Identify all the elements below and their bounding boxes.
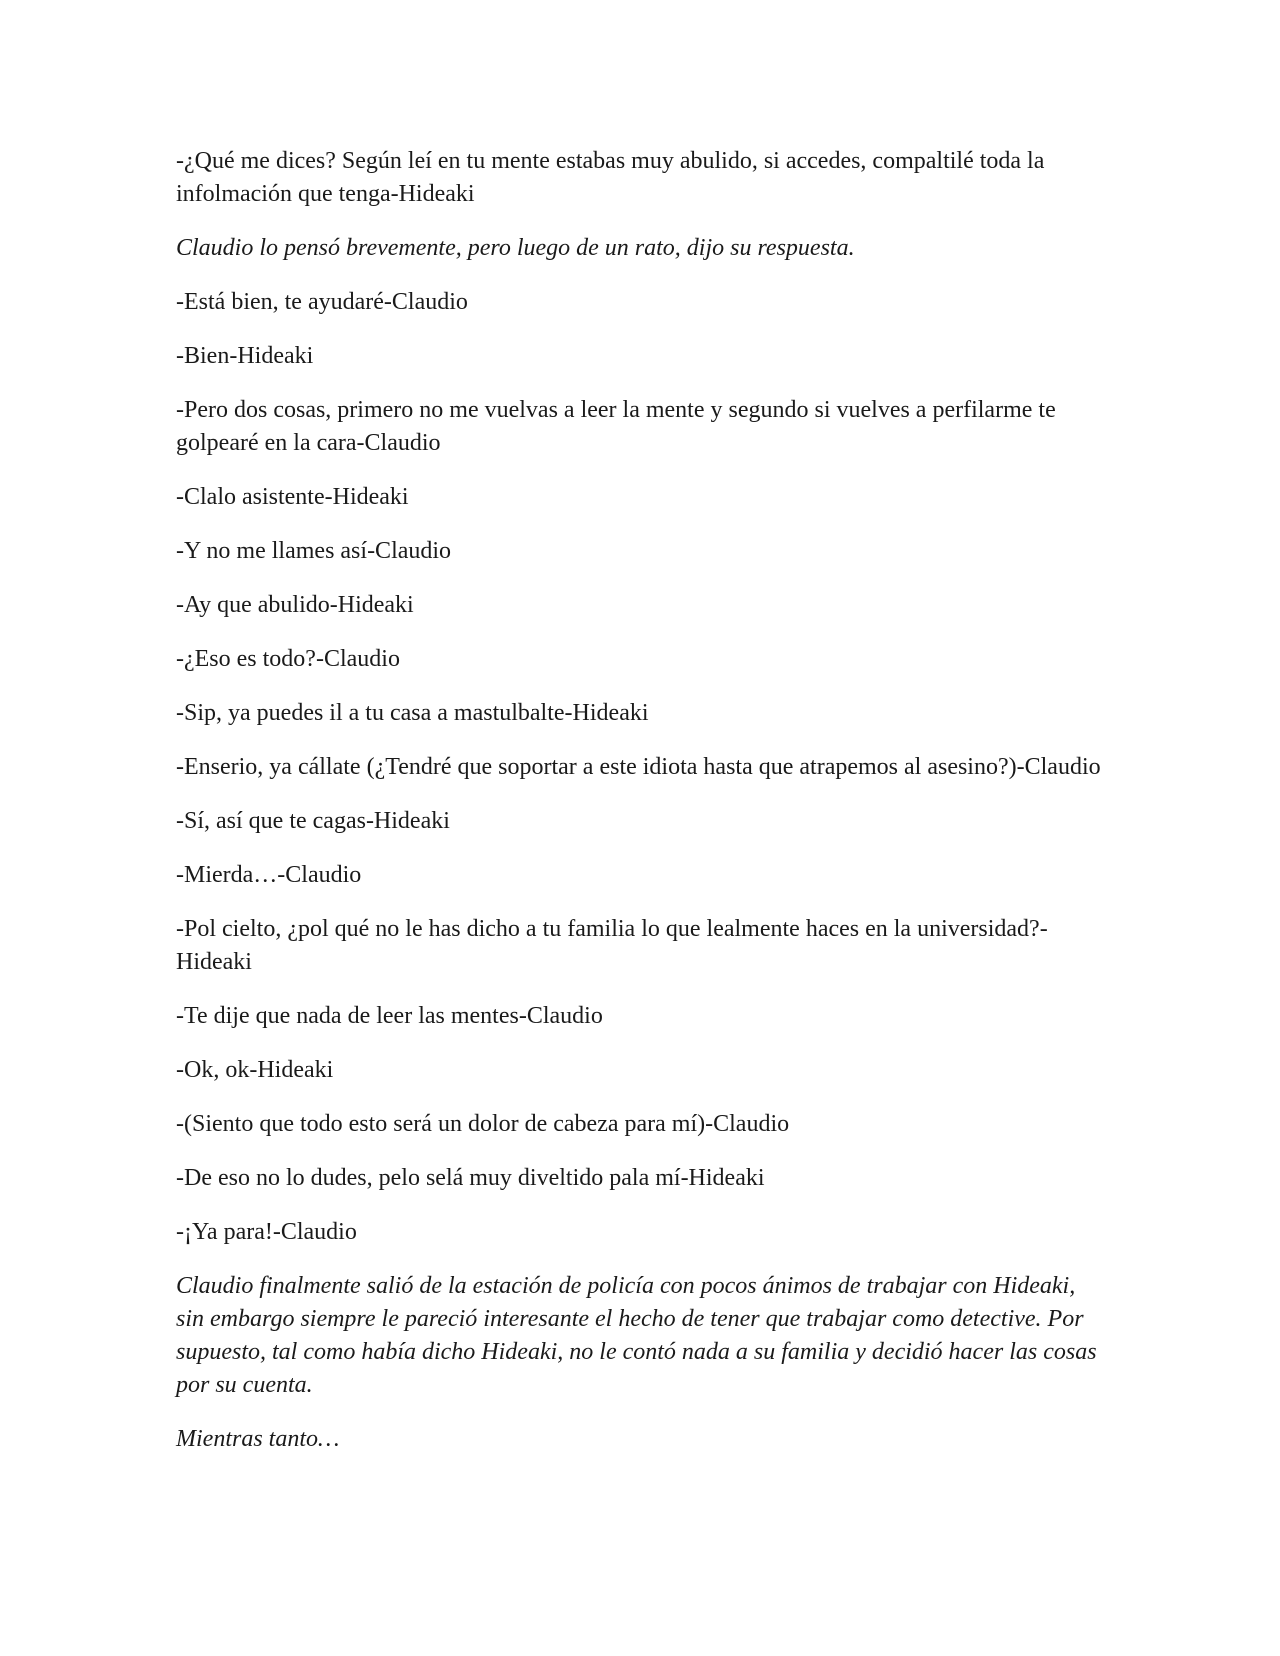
dialogue-paragraph: -Y no me llames así-Claudio — [176, 538, 452, 564]
dialogue-paragraph: -Sip, ya puedes il a tu casa a mastulbalte-Hideaki — [176, 700, 649, 726]
dialogue-paragraph: -De eso no lo dudes, pelo selá muy diveltido pala mí-Hideaki — [176, 1165, 765, 1191]
narration-paragraph: Claudio lo pensó brevemente, pero luego de un rato, dijo su respuesta. — [176, 235, 855, 261]
dialogue-paragraph: -Bien-Hideaki — [176, 343, 314, 369]
document-body — [176, 145, 1106, 1477]
dialogue-paragraph: -¡Ya para!-Claudio — [176, 1219, 357, 1245]
dialogue-paragraph: -¿Qué me dices? Según leí en tu mente estabas muy abulido, si accedes, compaltilé toda la infolmación que tenga-Hideaki — [176, 148, 1045, 207]
dialogue-paragraph: -Sí, así que te cagas-Hideaki — [176, 808, 450, 834]
dialogue-paragraph: -Ay que abulido-Hideaki — [176, 592, 414, 618]
dialogue-paragraph: -Pero dos cosas, primero no me vuelvas a leer la mente y segundo si vuelves a perfilarme te golpearé en la cara-Claudio — [176, 397, 1056, 456]
dialogue-paragraph: -Está bien, te ayudaré-Claudio — [176, 289, 468, 315]
dialogue-paragraph: -Mierda…-Claudio — [176, 862, 362, 888]
dialogue-paragraph: -(Siento que todo esto será un dolor de cabeza para mí)-Claudio — [176, 1111, 790, 1137]
dialogue-paragraph: -Pol cielto, ¿pol qué no le has dicho a tu familia lo que lealmente haces en la universidad?-Hideaki — [176, 916, 1048, 975]
dialogue-paragraph: -Clalo asistente-Hideaki — [176, 484, 409, 510]
dialogue-paragraph: -Te dije que nada de leer las mentes-Claudio — [176, 1003, 603, 1029]
dialogue-paragraph: -Ok, ok-Hideaki — [176, 1057, 334, 1083]
dialogue-paragraph: -¿Eso es todo?-Claudio — [176, 646, 400, 672]
narration-paragraph: Mientras tanto… — [176, 1426, 340, 1452]
dialogue-paragraph: -Enserio, ya cállate (¿Tendré que soportar a este idiota hasta que atrapemos al asesino?)-Claudio — [176, 754, 1101, 780]
narration-paragraph: Claudio finalmente salió de la estación de policía con pocos ánimos de trabajar con Hideaki, sin embargo siempre le pareció interesante el hecho de tener que trabajar como detective. Por supuesto, tal como había dicho Hideaki, no le contó nada a su familia y decidió hacer las cosas por su cuenta. — [176, 1273, 1097, 1398]
